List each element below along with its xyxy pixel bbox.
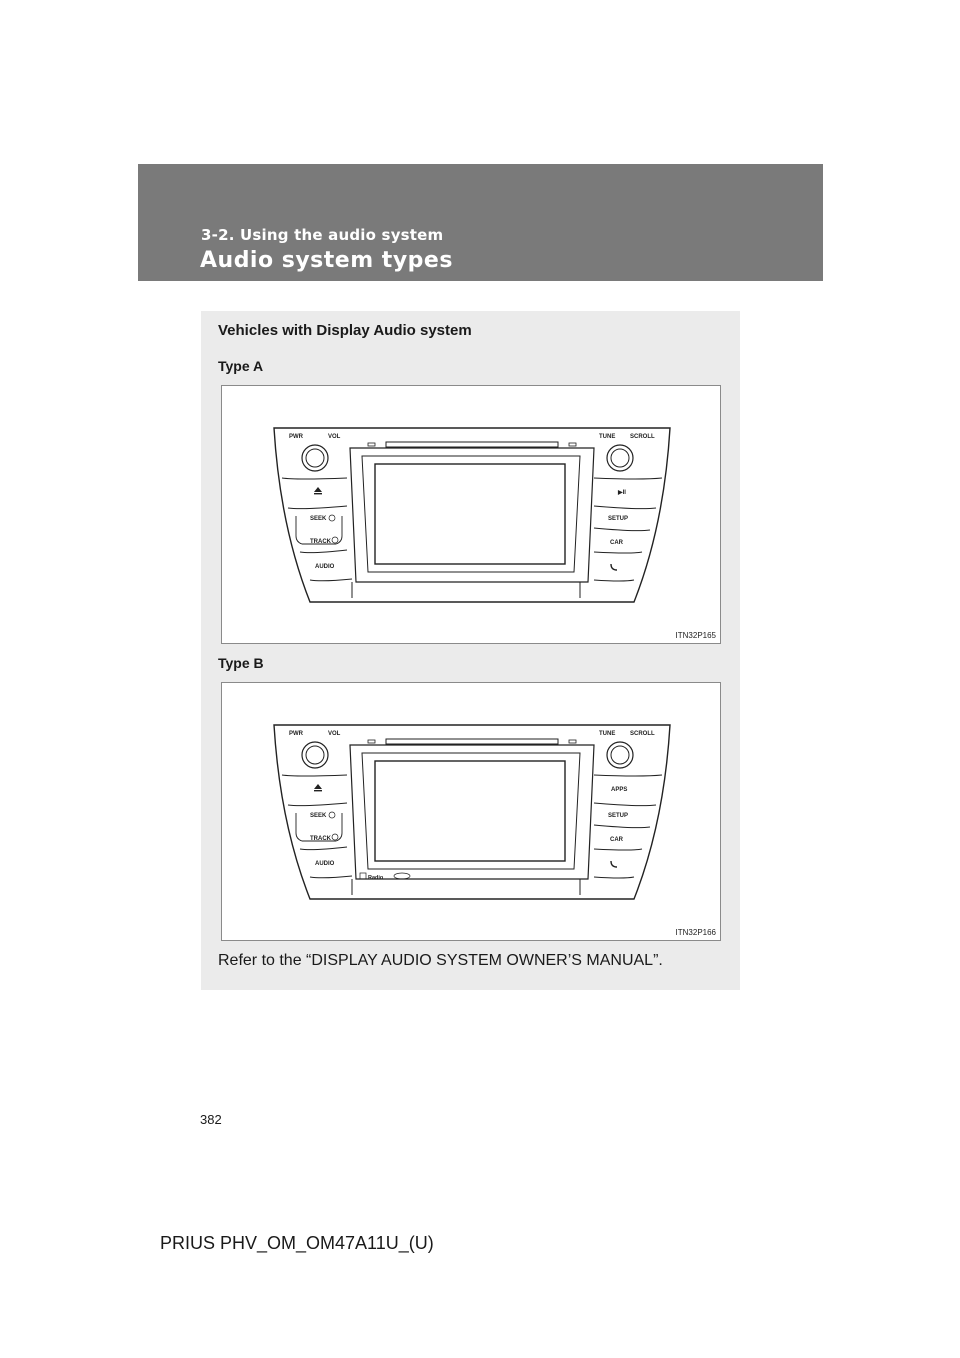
phone-icon <box>611 861 617 867</box>
chevron-up-icon <box>329 812 335 818</box>
type-a-label: Type A <box>218 358 264 374</box>
setup-label: SETUP <box>608 813 629 819</box>
seek-label: SEEK <box>310 516 327 522</box>
figure-code: ITN32P166 <box>675 928 716 937</box>
chevron-down-icon <box>332 834 338 840</box>
figure-type-a <box>221 385 721 644</box>
footer-code: PRIUS PHV_OM_OM47A11U_(U) <box>160 1233 434 1253</box>
phone-icon <box>611 564 617 570</box>
chevron-up-icon <box>329 515 335 521</box>
section-label: 3-2. Using the audio system <box>201 226 444 244</box>
apps-label: APPS <box>611 787 628 793</box>
knob-icon <box>302 445 328 471</box>
vol-label: VOL <box>328 731 341 737</box>
tune-label: TUNE <box>599 731 616 737</box>
tune-label: TUNE <box>599 434 616 440</box>
knob-icon <box>302 742 328 768</box>
box-heading: Vehicles with Display Audio system <box>218 322 472 339</box>
eject-icon <box>314 487 322 494</box>
pwr-label: PWR <box>289 731 303 737</box>
knob-icon <box>607 445 633 471</box>
type-b-label: Type B <box>218 655 264 671</box>
hd-radio-text: Radio <box>368 875 384 881</box>
page-number: 382 <box>200 1112 222 1127</box>
eject-icon <box>314 784 322 791</box>
play-pause-label: ▶II <box>618 490 626 496</box>
track-label: TRACK <box>310 836 331 842</box>
refer-text: Refer to the “DISPLAY AUDIO SYSTEM OWNER’S MANUAL”. <box>218 952 663 969</box>
head-unit-diagram-a <box>222 386 722 645</box>
pwr-label: PWR <box>289 434 303 440</box>
scroll-label: SCROLL <box>630 434 655 440</box>
figure-type-b <box>221 682 721 941</box>
vol-label: VOL <box>328 434 341 440</box>
car-label: CAR <box>610 540 623 546</box>
chevron-down-icon <box>332 537 338 543</box>
head-unit-diagram-b <box>222 683 722 942</box>
car-label: CAR <box>610 837 623 843</box>
scroll-label: SCROLL <box>630 731 655 737</box>
setup-label: SETUP <box>608 516 629 522</box>
seek-label: SEEK <box>310 813 327 819</box>
page-title: Audio system types <box>200 248 453 273</box>
figure-code: ITN32P165 <box>675 631 716 640</box>
knob-icon <box>607 742 633 768</box>
track-label: TRACK <box>310 539 331 545</box>
audio-label: AUDIO <box>315 861 335 867</box>
audio-label: AUDIO <box>315 564 335 570</box>
